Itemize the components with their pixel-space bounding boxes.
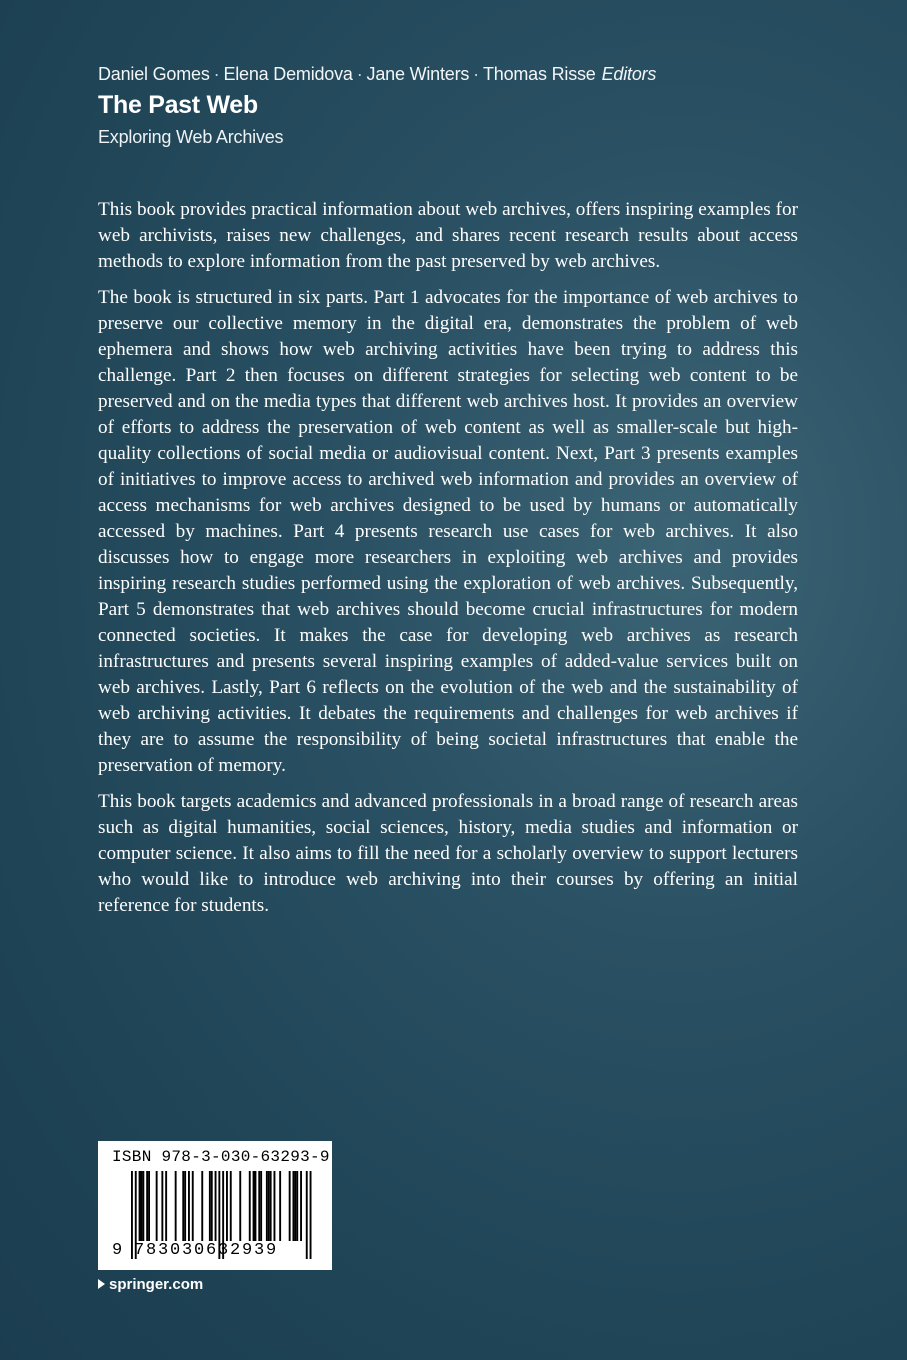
barcode-bar [293,1171,295,1241]
barcode-bar [258,1171,260,1241]
barcode-bar [294,1171,296,1241]
barcode-bar [165,1171,167,1241]
barcode-bar [274,1171,276,1241]
barcode-bar [249,1171,251,1241]
name-separator: · [356,64,363,84]
barcode-bar [266,1171,268,1241]
barcode-bar [184,1171,186,1241]
publisher-link[interactable] [98,1276,203,1293]
barcode-bar [209,1171,211,1241]
name-separator: · [473,64,479,84]
blurb-paragraph: The book is structured in six parts. Part 1 advocates for the importance of web archives to preserve our collective memory in the digital era, demonstrates the problem of web ephemera and shows how web archiving activities have been trying to address this challenge. Part 2 then focuses on different strategies for selecting web content to be preserved and on the media types that different web archives host. It provides an overview of efforts to address the preservation of web content as well as smaller-scale but high-quality collections of social media or audiovisual content. Next, Part 3 presents examples of initiatives to improve access to archived web information and provides an overview of access mechanisms for web archives designed to be used by humans or automatically accessed by machines. Part 4 presents research use cases for web archives. It also discusses how to engage more researchers in exploiting web archives and provides inspiring research studies performed using the exploration of web archives. Subsequently, Part 5 demonstrates that web archives should become crucial infrastructures for modern connected societies. It makes the case for developing web archives as research infrastructures and presents several inspiring examples of added-value services built on web archives. Lastly, Part 6 reflects on the evolution of the web and the sustainability of web archiving activities. It debates the requirements and challenges for web archives if they are to assume the responsibility of being societal infrastructures that enable the preservation of memory. [98,287,798,776]
editor-name: Daniel Gomes [98,64,210,84]
blurb-paragraph: This book targets academics and advanced professionals in a broad range of research areas such as digital humanities, social sciences, history, media studies and information or computer science. It also aims to fill the need for a scholarly overview to support lecturers who would like to introduce web archiving into their courses by offering an initial reference for students. [98,791,798,916]
barcode-bar [148,1171,150,1241]
barcode-bar [161,1171,163,1241]
barcode-bar [201,1171,203,1241]
editors-line [98,64,656,85]
barcode-bar [268,1171,270,1241]
barcode-bar [139,1171,141,1241]
book-title: The Past Web [98,91,258,119]
barcode-bar [211,1171,213,1241]
barcode-lead-digit: 9 [112,1241,123,1260]
barcode-bar [300,1171,302,1241]
barcode-bar [255,1171,257,1241]
barcode-bar [182,1171,184,1241]
publisher-url: springer.com [109,1276,204,1293]
editor-name: Thomas Risse [482,64,596,84]
back-cover-blurb [98,197,798,929]
barcode-bar [226,1171,228,1241]
barcode-bar [188,1171,190,1241]
blurb-paragraph: This book provides practical information about web archives, offers inspiring examples for web archivists, raises new challenges, and shares recent research results about access methods to explore information from the past preserved by web archives. [98,199,798,272]
isbn-barcode [98,1141,332,1270]
arrow-right-icon [98,1279,105,1289]
barcode-bar [175,1171,177,1241]
barcode-bar [239,1171,241,1241]
barcode-bar [310,1171,312,1259]
barcode-bar [289,1171,291,1241]
barcode-bar [215,1171,217,1241]
isbn-label: ISBN 978-3-030-63293-9 [112,1148,330,1166]
barcode-bar [296,1171,298,1241]
barcode-bar [306,1171,308,1259]
barcode-bar [131,1171,133,1259]
barcode-bar [279,1171,281,1241]
book-subtitle: Exploring Web Archives [98,127,284,147]
editor-name: Jane Winters [366,64,470,84]
barcode-bar [192,1171,194,1241]
barcode-bar [270,1171,272,1241]
editor-name: Elena Demidova [223,64,353,84]
barcode-bar [142,1171,144,1241]
name-separator: · [213,64,220,84]
barcode-bar [260,1171,262,1241]
barcode-bar [230,1171,232,1241]
editors-role-label: Editors [601,64,657,84]
barcode-bar [156,1171,158,1241]
barcode-digits: 783030632939 [134,1241,279,1260]
barcode-bar [253,1171,255,1241]
barcode-bar [146,1171,148,1241]
barcode-bar [141,1171,143,1241]
